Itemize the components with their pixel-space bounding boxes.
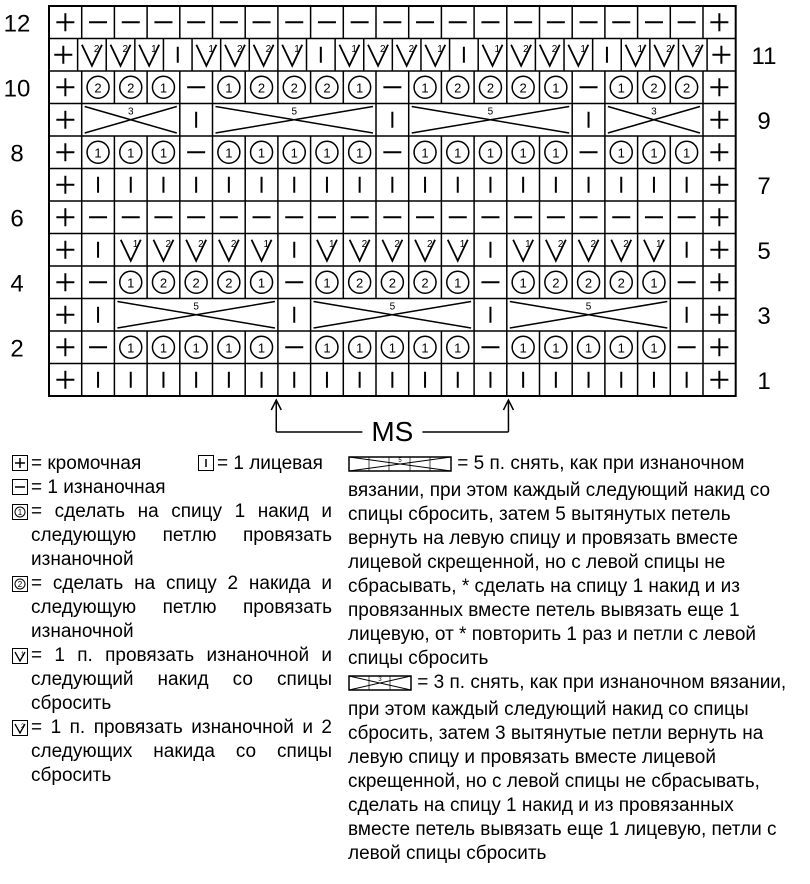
svg-text:1: 1 [21, 652, 25, 658]
row-number-left: 8 [10, 140, 24, 168]
svg-text:1: 1 [225, 340, 233, 356]
row-number-right: 9 [757, 107, 771, 135]
drop-two-stitch-icon [111, 44, 131, 66]
svg-text:1: 1 [584, 340, 593, 356]
svg-text:1: 1 [263, 238, 270, 250]
svg-text:2: 2 [666, 43, 672, 55]
svg-text:1: 1 [421, 80, 429, 96]
row-number-left: 2 [10, 335, 24, 363]
svg-text:1: 1 [655, 238, 662, 250]
edge-stitch-icon [56, 338, 74, 356]
svg-text:2: 2 [94, 80, 102, 96]
svg-text:1: 1 [650, 275, 658, 291]
circle-one-stitch-icon [578, 336, 600, 358]
row-number-left: 4 [10, 270, 24, 298]
drop-two-stitch-icon [611, 239, 631, 261]
svg-text:2: 2 [694, 43, 701, 55]
svg-text:2: 2 [650, 80, 658, 96]
svg-text:1: 1 [519, 340, 527, 356]
circle-two-stitch-icon [414, 271, 436, 293]
svg-text:1: 1 [323, 340, 331, 356]
svg-text:1: 1 [519, 275, 527, 291]
svg-text:5: 5 [487, 106, 494, 118]
svg-text:2: 2 [93, 43, 100, 55]
cluster3-symbol-icon [348, 674, 412, 698]
svg-text:2: 2 [127, 80, 135, 96]
drop-two-stitch-icon [415, 239, 435, 261]
edge-stitch-icon [56, 241, 74, 259]
circle-two-stitch-icon [610, 271, 632, 293]
legend-drop1-text: = 1 п. провязать изнаночной и следующий накид со спицы сбросить [31, 645, 332, 714]
cluster-five-icon [314, 302, 472, 329]
svg-text:1: 1 [225, 80, 233, 96]
svg-text:2: 2 [265, 43, 272, 55]
svg-text:3: 3 [651, 106, 657, 118]
legend-edge [12, 452, 332, 476]
svg-text:2: 2 [323, 80, 331, 96]
svg-text:2: 2 [230, 238, 237, 250]
svg-text:1: 1 [257, 340, 266, 356]
drop-one-stitch-icon [339, 44, 359, 66]
svg-text:2: 2 [380, 43, 386, 55]
circle-one-stitch-icon [283, 141, 305, 163]
cluster-three-icon [608, 107, 700, 134]
circle-one-stitch-icon [610, 336, 632, 358]
svg-text:1: 1 [328, 238, 335, 250]
circle-two-stitch-icon [218, 271, 240, 293]
edge-stitch-icon [56, 13, 74, 31]
circle-one-stitch-icon [414, 76, 436, 98]
drop-one-stitch-icon [139, 44, 159, 66]
legend-edge-text: = кромочная [31, 453, 142, 474]
svg-text:2: 2 [122, 43, 129, 55]
cluster-three-icon [85, 107, 177, 134]
circle-one-stitch-icon [512, 271, 534, 293]
cluster5-number: 5 [398, 458, 402, 464]
edge-stitch-icon [56, 143, 74, 161]
circle-one-stitch-icon [251, 141, 273, 163]
svg-text:1: 1 [356, 145, 364, 161]
purl-symbol-icon [12, 479, 28, 495]
circle-one-stitch-icon [381, 336, 403, 358]
drop-two-stitch-icon [350, 239, 370, 261]
svg-text:1: 1 [290, 145, 298, 161]
drop-two-stitch-icon [511, 44, 531, 66]
legend-yo2 [12, 572, 332, 644]
svg-text:1: 1 [617, 145, 625, 161]
circle-two-stitch-icon [512, 76, 534, 98]
svg-text:1: 1 [580, 43, 586, 55]
legend-yo2-text: = сделать на спицу 2 накида и следующую петлю провязать изнаночной [31, 573, 332, 642]
svg-text:1: 1 [617, 340, 625, 356]
edge-stitch-icon [710, 13, 728, 31]
svg-text:2: 2 [557, 238, 564, 250]
row-number-left: 10 [3, 75, 31, 103]
repeat-label: MS [371, 416, 414, 447]
svg-text:1: 1 [323, 145, 331, 161]
drop-one-stitch-icon [252, 239, 272, 261]
circle-one-stitch-icon [120, 271, 142, 293]
svg-text:1: 1 [650, 145, 658, 161]
svg-text:2: 2 [361, 238, 368, 250]
svg-text:2: 2 [523, 43, 529, 55]
cluster-five-icon [216, 107, 374, 134]
svg-text:1: 1 [257, 275, 266, 291]
circle-one-stitch-icon [610, 141, 632, 163]
edge-stitch-icon [710, 176, 728, 194]
circle-one-stitch-icon [610, 76, 632, 98]
drop-one-stitch-icon [626, 44, 646, 66]
svg-text:1: 1 [552, 80, 560, 96]
svg-text:1: 1 [159, 340, 168, 356]
circle-two-stitch-icon [479, 76, 501, 98]
circle-one-stitch-icon [479, 141, 501, 163]
circle-two-stitch-icon [152, 271, 174, 293]
svg-text:1: 1 [617, 80, 625, 96]
drop-two-symbol-icon [12, 720, 28, 736]
svg-text:1: 1 [454, 145, 462, 161]
legend-purl-text: = 1 изнаночная [31, 477, 166, 498]
circle-one-stitch-icon [643, 141, 665, 163]
circle-two-stitch-icon [251, 76, 273, 98]
circle-one-stitch-icon [251, 271, 273, 293]
svg-text:1: 1 [388, 340, 396, 356]
svg-text:1: 1 [637, 43, 644, 55]
circle-one-stitch-icon [152, 336, 174, 358]
edge-stitch-icon [56, 306, 74, 324]
legend-purl [12, 476, 332, 500]
svg-text:5: 5 [389, 301, 396, 313]
circle-one-stitch-icon [349, 336, 371, 358]
drop-one-stitch-icon [448, 239, 468, 261]
svg-text:1: 1 [127, 340, 135, 356]
drop-two-stitch-icon [219, 239, 239, 261]
legend-cluster5 [348, 452, 798, 671]
circle-one-stitch-icon [447, 271, 469, 293]
circle-one-stitch-icon [120, 336, 142, 358]
cluster-five-icon [412, 107, 570, 134]
circle-one-stitch-icon [251, 336, 273, 358]
svg-text:2: 2 [427, 238, 433, 250]
cluster-five-icon [117, 302, 275, 329]
cluster3-number: 3 [378, 677, 382, 683]
svg-text:1: 1 [94, 145, 102, 161]
edge-stitch-icon [710, 306, 728, 324]
svg-text:1: 1 [225, 145, 233, 161]
svg-text:2: 2 [590, 238, 597, 250]
svg-text:2: 2 [683, 80, 691, 96]
edge-stitch-icon [710, 273, 728, 291]
legend-yo1-text: = сделать на спицу 1 накид и следующую петлю провязать изнаночной [31, 501, 332, 570]
drop-two-stitch-icon [82, 44, 102, 66]
drop-two-stitch-icon [546, 239, 566, 261]
drop-one-stitch-icon [196, 44, 216, 66]
drop-one-stitch-icon [282, 44, 302, 66]
row-number-left: 6 [10, 205, 24, 233]
circle-two-stitch-icon [283, 76, 305, 98]
svg-text:2: 2 [198, 238, 204, 250]
edge-stitch-icon [710, 338, 728, 356]
circle-one-stitch-icon [87, 141, 109, 163]
circle-one-stitch-icon [218, 141, 240, 163]
row-number-right: 1 [757, 367, 771, 395]
svg-text:1: 1 [208, 43, 214, 55]
svg-text:2: 2 [257, 80, 266, 96]
svg-text:1: 1 [323, 275, 331, 291]
legend-cluster5-text: = 5 п. снять, как при изнаночном вязании, при этом каждый следующий накид со спицы сбросить, затем 5 вытянутых петель вернуть на левую спицу и провязать вместе лицевой скрещенной, но с левой спицы не сбрасывать, * сделать на спицу 1 накид и из провязанных вместе петель вывязать еще 1 лицевую, от * повторить 1 раз и петли с левой спицы сбросить [348, 453, 771, 669]
edge-stitch-icon [54, 46, 72, 64]
legend-knit-text: = 1 лицевая [217, 453, 323, 474]
svg-text:1: 1 [421, 145, 429, 161]
svg-text:1: 1 [683, 145, 691, 161]
svg-text:2: 2 [421, 275, 429, 291]
svg-text:1: 1 [459, 238, 466, 250]
circle-two-symbol-icon [12, 576, 28, 592]
drop-two-stitch-icon [540, 44, 560, 66]
circle-two-stitch-icon [381, 271, 403, 293]
edge-stitch-icon [56, 273, 74, 291]
edge-stitch-icon [710, 111, 728, 129]
circle-one-stitch-icon [512, 336, 534, 358]
circle-one-stitch-icon [316, 141, 338, 163]
drop-one-symbol-icon [12, 648, 28, 664]
svg-text:1: 1 [127, 275, 135, 291]
circle-one-stitch-icon [185, 336, 207, 358]
circle-two-stitch-icon [349, 271, 371, 293]
svg-text:2: 2 [290, 80, 298, 96]
edge-stitch-icon [712, 46, 730, 64]
circle-one-stitch-icon [545, 336, 567, 358]
svg-text:1: 1 [257, 145, 266, 161]
svg-text:1: 1 [159, 80, 168, 96]
edge-stitch-icon [56, 176, 74, 194]
svg-text:2: 2 [225, 275, 233, 291]
edge-symbol-icon [12, 455, 28, 471]
svg-text:3: 3 [127, 106, 134, 118]
svg-text:1: 1 [356, 340, 364, 356]
svg-text:5: 5 [585, 301, 592, 313]
row-number-right: 11 [751, 42, 777, 70]
knit-symbol-icon [198, 455, 214, 471]
svg-text:1: 1 [127, 145, 135, 161]
svg-text:1: 1 [486, 145, 495, 161]
svg-text:2: 2 [388, 275, 396, 291]
svg-text:1: 1 [552, 340, 560, 356]
svg-text:2: 2 [617, 275, 625, 291]
drop-one-stitch-icon [121, 239, 141, 261]
svg-text:1: 1 [421, 340, 429, 356]
svg-text:2: 2 [17, 580, 23, 589]
legend-cluster3 [348, 671, 798, 866]
svg-text:2: 2 [584, 275, 593, 291]
circle-two-stitch-icon [447, 76, 469, 98]
legend-cluster3-text: = 3 п. снять, как при изнаночном вязании, при этом каждый следующий накид со спицы сбросить, затем 3 вытянутые петли вернуть на левую спицу и провязать вместе лицевой скрещенной, но с левой спицы не сбрасывать, сделать на спицу 1 накид и из провязанных вместе петель вывязать еще 1 лицевую, петли с левой спицы сбросить [348, 672, 787, 864]
drop-one-stitch-icon [425, 44, 445, 66]
svg-text:2: 2 [552, 275, 560, 291]
svg-text:1: 1 [519, 145, 527, 161]
svg-text:2: 2 [356, 275, 364, 291]
drop-two-stitch-icon [368, 44, 388, 66]
circle-two-stitch-icon [87, 76, 109, 98]
row-number-right: 7 [757, 172, 771, 200]
legend-drop2 [12, 716, 332, 788]
svg-text:1: 1 [552, 145, 560, 161]
svg-text:2: 2 [165, 238, 172, 250]
svg-text:1: 1 [17, 508, 23, 517]
svg-text:2: 2 [192, 275, 200, 291]
edge-stitch-icon [710, 371, 728, 389]
legend-drop1 [12, 644, 332, 716]
circle-one-stitch-icon [120, 141, 142, 163]
svg-text:1: 1 [351, 43, 357, 55]
svg-text:5: 5 [291, 106, 298, 118]
legend-yo1 [12, 500, 332, 572]
svg-text:5: 5 [193, 301, 199, 313]
svg-text:1: 1 [192, 340, 200, 356]
edge-stitch-icon [710, 241, 728, 259]
circle-one-symbol-icon [12, 504, 28, 520]
row-number-right: 3 [757, 302, 771, 330]
circle-one-stitch-icon [414, 141, 436, 163]
edge-stitch-icon [56, 371, 74, 389]
svg-text:2: 2 [21, 724, 25, 730]
drop-one-stitch-icon [513, 239, 533, 261]
drop-two-stitch-icon [382, 239, 402, 261]
drop-two-stitch-icon [225, 44, 245, 66]
svg-text:1: 1 [356, 80, 364, 96]
edge-stitch-icon [56, 208, 74, 226]
svg-text:1: 1 [454, 275, 462, 291]
circle-one-stitch-icon [316, 336, 338, 358]
svg-text:2: 2 [486, 80, 495, 96]
circle-one-stitch-icon [349, 76, 371, 98]
edge-stitch-icon [56, 78, 74, 96]
svg-text:2: 2 [454, 80, 462, 96]
circle-two-stitch-icon [185, 271, 207, 293]
svg-text:1: 1 [437, 43, 443, 55]
circle-one-stitch-icon [218, 76, 240, 98]
circle-two-stitch-icon [643, 76, 665, 98]
drop-two-stitch-icon [186, 239, 206, 261]
svg-text:1: 1 [525, 238, 531, 250]
circle-two-stitch-icon [676, 76, 698, 98]
svg-text:1: 1 [294, 43, 300, 55]
circle-two-stitch-icon [578, 271, 600, 293]
svg-text:2: 2 [623, 238, 629, 250]
drop-two-stitch-icon [683, 44, 703, 66]
circle-one-stitch-icon [643, 271, 665, 293]
drop-two-stitch-icon [254, 44, 274, 66]
edge-stitch-icon [710, 78, 728, 96]
svg-text:2: 2 [408, 43, 415, 55]
circle-one-stitch-icon [349, 141, 371, 163]
edge-stitch-icon [710, 208, 728, 226]
circle-one-stitch-icon [218, 336, 240, 358]
legend-knit [198, 452, 323, 476]
svg-text:1: 1 [650, 340, 658, 356]
svg-text:2: 2 [519, 80, 527, 96]
circle-one-stitch-icon [152, 141, 174, 163]
circle-one-stitch-icon [545, 141, 567, 163]
svg-text:2: 2 [159, 275, 168, 291]
drop-one-stitch-icon [568, 44, 588, 66]
circle-one-stitch-icon [152, 76, 174, 98]
drop-one-stitch-icon [482, 44, 502, 66]
drop-two-stitch-icon [579, 239, 599, 261]
circle-one-stitch-icon [512, 141, 534, 163]
circle-two-stitch-icon [316, 76, 338, 98]
svg-text:2: 2 [551, 43, 558, 55]
svg-text:2: 2 [394, 238, 400, 250]
drop-one-stitch-icon [644, 239, 664, 261]
circle-two-stitch-icon [120, 76, 142, 98]
cluster5-symbol-icon [348, 455, 452, 479]
row-number-left: 12 [3, 10, 31, 38]
drop-two-stitch-icon [153, 239, 173, 261]
circle-one-stitch-icon [676, 141, 698, 163]
drop-one-stitch-icon [317, 239, 337, 261]
circle-one-stitch-icon [414, 336, 436, 358]
svg-text:1: 1 [454, 340, 462, 356]
legend-right-column [348, 452, 798, 866]
edge-stitch-icon [56, 111, 74, 129]
circle-one-stitch-icon [316, 271, 338, 293]
edge-stitch-icon [710, 143, 728, 161]
svg-text:1: 1 [159, 145, 168, 161]
circle-one-stitch-icon [545, 76, 567, 98]
circle-one-stitch-icon [447, 336, 469, 358]
circle-two-stitch-icon [545, 271, 567, 293]
circle-one-stitch-icon [643, 336, 665, 358]
drop-two-stitch-icon [397, 44, 417, 66]
svg-text:1: 1 [132, 238, 139, 250]
cluster-five-icon [510, 302, 668, 329]
svg-text:2: 2 [236, 43, 243, 55]
row-number-right: 5 [757, 237, 771, 265]
svg-text:1: 1 [151, 43, 157, 55]
svg-text:1: 1 [494, 43, 501, 55]
circle-one-stitch-icon [447, 141, 469, 163]
drop-two-stitch-icon [654, 44, 674, 66]
legend-left-column [12, 452, 332, 788]
legend-drop2-text: = 1 п. провязать изнаночной и 2 следующих накида со спицы сбросить [31, 717, 332, 786]
